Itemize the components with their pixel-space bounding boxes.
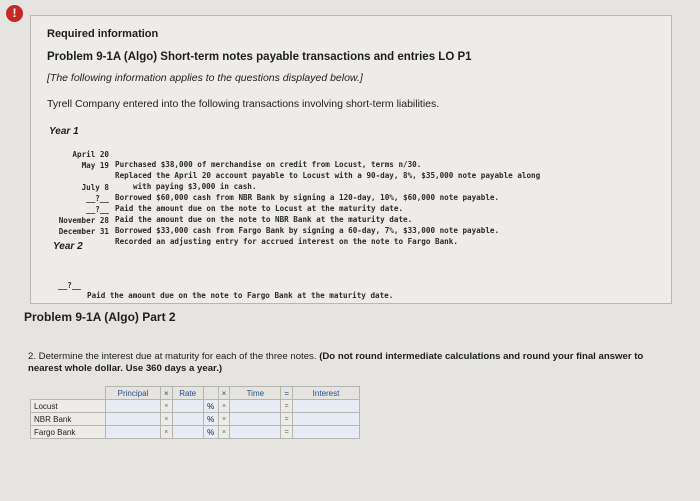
transaction-text: Paid the amount due on the note to Locust at the maturity date.: [115, 204, 404, 214]
transaction-text: Replaced the April 20 account payable to Locust with a 90-day, 8%, $35,000 note payable along: [115, 171, 541, 181]
transaction-date: July 8: [81, 182, 109, 192]
percent-symbol: %: [203, 426, 218, 439]
transaction-date: May 19: [81, 160, 109, 170]
percent-symbol: %: [203, 413, 218, 426]
times-symbol: ×: [218, 387, 230, 400]
table-header-row: [31, 387, 360, 400]
transaction-date: December 31: [58, 226, 109, 236]
time-input[interactable]: [230, 426, 281, 439]
year-2-label: Year 2: [53, 241, 83, 252]
equals-symbol: =: [281, 400, 293, 413]
header-spacer: [31, 387, 106, 400]
table-row: [31, 426, 360, 439]
rate-input[interactable]: [172, 426, 203, 439]
time-input[interactable]: [230, 400, 281, 413]
interest-table: [30, 386, 360, 439]
principal-input[interactable]: [106, 413, 161, 426]
transaction-text: Purchased $38,000 of merchandise on credit from Locust, terms n/30.: [115, 160, 422, 170]
transaction-text: Paid the amount due on the note to NBR Bank at the maturity date.: [115, 215, 413, 225]
transaction-row: [31, 216, 671, 259]
header-principal: Principal: [106, 387, 161, 400]
equals-symbol: =: [281, 413, 293, 426]
intro-text: Tyrell Company entered into the following transactions involving short-term liabilities.: [47, 98, 440, 110]
row-label: Locust: [31, 400, 106, 413]
applies-note: [The following information applies to the questions displayed below.]: [47, 72, 363, 84]
times-symbol: ×: [218, 400, 230, 413]
interest-input[interactable]: [293, 413, 360, 426]
equals-symbol: =: [281, 387, 293, 400]
header-rate: Rate: [172, 387, 203, 400]
header-interest: Interest: [293, 387, 360, 400]
row-label: Fargo Bank: [31, 426, 106, 439]
rate-input[interactable]: [172, 400, 203, 413]
transaction-date: __?__: [58, 280, 81, 290]
transaction-text: Recorded an adjusting entry for accrued interest on the note to Fargo Bank.: [115, 237, 458, 247]
required-information-panel: [30, 15, 672, 304]
times-symbol: ×: [161, 413, 173, 426]
transaction-date: __?__: [86, 204, 109, 214]
year-1-label: Year 1: [49, 126, 79, 137]
interest-input[interactable]: [293, 400, 360, 413]
transaction-date: __?__: [86, 193, 109, 203]
transaction-text: Borrowed $33,000 cash from Fargo Bank by signing a 60-day, 7%, $33,000 note payable.: [115, 226, 500, 236]
header-time: Time: [230, 387, 281, 400]
row-label: NBR Bank: [31, 413, 106, 426]
percent-symbol: %: [203, 400, 218, 413]
part-2-title: Problem 9-1A (Algo) Part 2: [24, 310, 176, 324]
interest-input[interactable]: [293, 426, 360, 439]
problem-title: Problem 9-1A (Algo) Short-term notes payable transactions and entries LO P1: [47, 51, 472, 63]
percent-symbol: [203, 387, 218, 400]
transaction-text: with paying $3,000 in cash.: [133, 182, 257, 192]
rate-input[interactable]: [172, 413, 203, 426]
transaction-text: Borrowed $60,000 cash from NBR Bank by signing a 120-day, 10%, $60,000 note payable.: [115, 193, 500, 203]
required-heading: Required information: [47, 28, 159, 40]
transaction-text: Paid the amount due on the note to Fargo Bank at the maturity date.: [87, 291, 394, 301]
times-symbol: ×: [218, 413, 230, 426]
question-instructions: (Do not round intermediate calculations and round your final answer to nearest whole dollar. Use 360 days a year.): [28, 351, 644, 374]
times-symbol: ×: [161, 387, 173, 400]
times-symbol: ×: [218, 426, 230, 439]
principal-input[interactable]: [106, 400, 161, 413]
transaction-date: April 20: [72, 149, 109, 159]
question-prompt: 2. Determine the interest due at maturity for each of the three notes.: [28, 351, 317, 362]
transaction-row: [31, 270, 671, 313]
alert-icon: !: [6, 5, 23, 22]
times-symbol: ×: [161, 426, 173, 439]
times-symbol: ×: [161, 400, 173, 413]
transaction-date: November 28: [58, 215, 109, 225]
time-input[interactable]: [230, 413, 281, 426]
principal-input[interactable]: [106, 426, 161, 439]
table-row: [31, 400, 360, 413]
question-text: [28, 351, 658, 375]
table-row: [31, 413, 360, 426]
equals-symbol: =: [281, 426, 293, 439]
